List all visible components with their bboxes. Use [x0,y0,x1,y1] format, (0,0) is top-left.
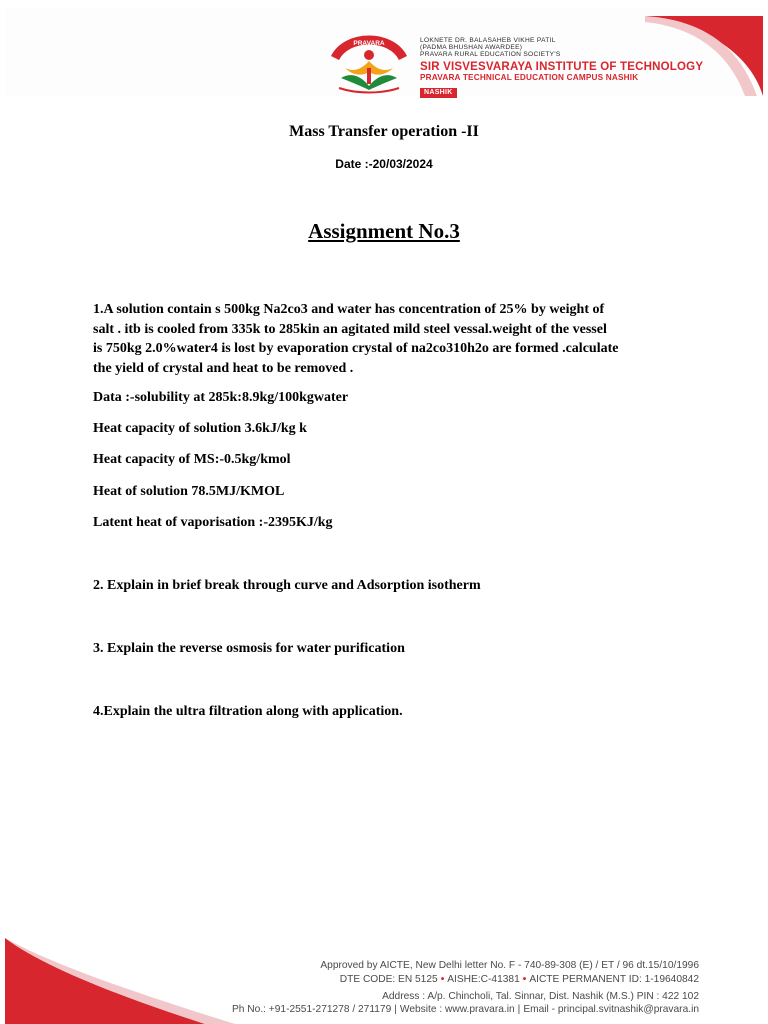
data-solubility: Data :-solubility at 285k:8.9kg/100kgwater [93,390,349,405]
data-latent-heat: Latent heat of vaporisation :-2395KJ/kg [93,515,333,530]
question-4: 4.Explain the ultra filtration along with application. [93,704,403,719]
footer-address: Address : A/p. Chincholi, Tal. Sinnar, Dist. Nashik (M.S.) PIN : 422 102 [382,991,699,1002]
footer-contacts [232,1004,699,1015]
question-1-line: 1.A solution contain s 500kg Na2co3 and water has concentration of 25% by weight of [93,302,605,317]
data-heat-capacity-ms: Heat capacity of MS:-0.5kg/kmol [93,452,291,467]
question-1-line: the yield of crystal and heat to be removed . [93,360,354,376]
logo-text: PRAVARA [353,40,385,47]
society-line-3: PRAVARA RURAL EDUCATION SOCIETY'S [420,50,561,58]
institute-logo [327,28,411,94]
question-1 [93,300,693,378]
separator: | [394,1004,397,1015]
footer-phone: Ph No.: +91-2551-271278 / 271179 [232,1004,392,1015]
institute-name: SIR VISVESVARAYA INSTITUTE OF TECHNOLOGY [420,60,704,73]
footer-website: Website : www.pravara.in [399,1004,515,1015]
subject-heading: Mass Transfer operation -II [289,123,479,140]
footer-codes [340,974,699,985]
institute-header-text [420,38,703,99]
assignment-title: Assignment No.3 [308,219,460,243]
city-badge: NASHIK [420,88,457,97]
campus-name: PRAVARA TECHNICAL EDUCATION CAMPUS NASHIK [420,72,639,82]
separator: | [517,1004,521,1015]
data-heat-capacity-solution: Heat capacity of solution 3.6kJ/kg k [93,421,307,436]
footer-aicte-id: AICTE PERMANENT ID: 1-19640842 [529,974,699,985]
bullet-icon: • [440,974,445,985]
question-1-line: salt . itb is cooled from 335k to 285kin an agitated mild steel vessal.weight of the vessel [93,321,607,337]
society-line-1: LOKNETE DR. BALASAHEB VIKHE PATIL [420,37,556,44]
letterhead-header [5,8,765,96]
data-heat-of-solution: Heat of solution 78.5MJ/KMOL [93,484,285,499]
footer-aishe: AISHE:C-41381 [447,974,520,985]
footer-dte-code: DTE CODE: EN 5125 [339,974,438,985]
letterhead-footer [5,938,765,1024]
bullet-icon: • [522,974,527,985]
footer-email: Email - principal.svitnashik@pravara.in [523,1004,699,1015]
footer-approval: Approved by AICTE, New Delhi letter No. F - 740-89-308 (E) / ET / 96 dt.15/10/1996 [320,960,699,971]
society-line-2: (PADMA BHUSHAN AWARDEE) [420,43,523,51]
question-1-line: is 750kg 2.0%water4 is lost by evaporation crystal of na2co310h2o are formed .calculate [93,341,619,356]
assignment-date: Date :-20/03/2024 [335,157,433,171]
question-3: 3. Explain the reverse osmosis for water purification [93,641,405,656]
question-2: 2. Explain in brief break through curve and Adsorption isotherm [93,578,481,593]
